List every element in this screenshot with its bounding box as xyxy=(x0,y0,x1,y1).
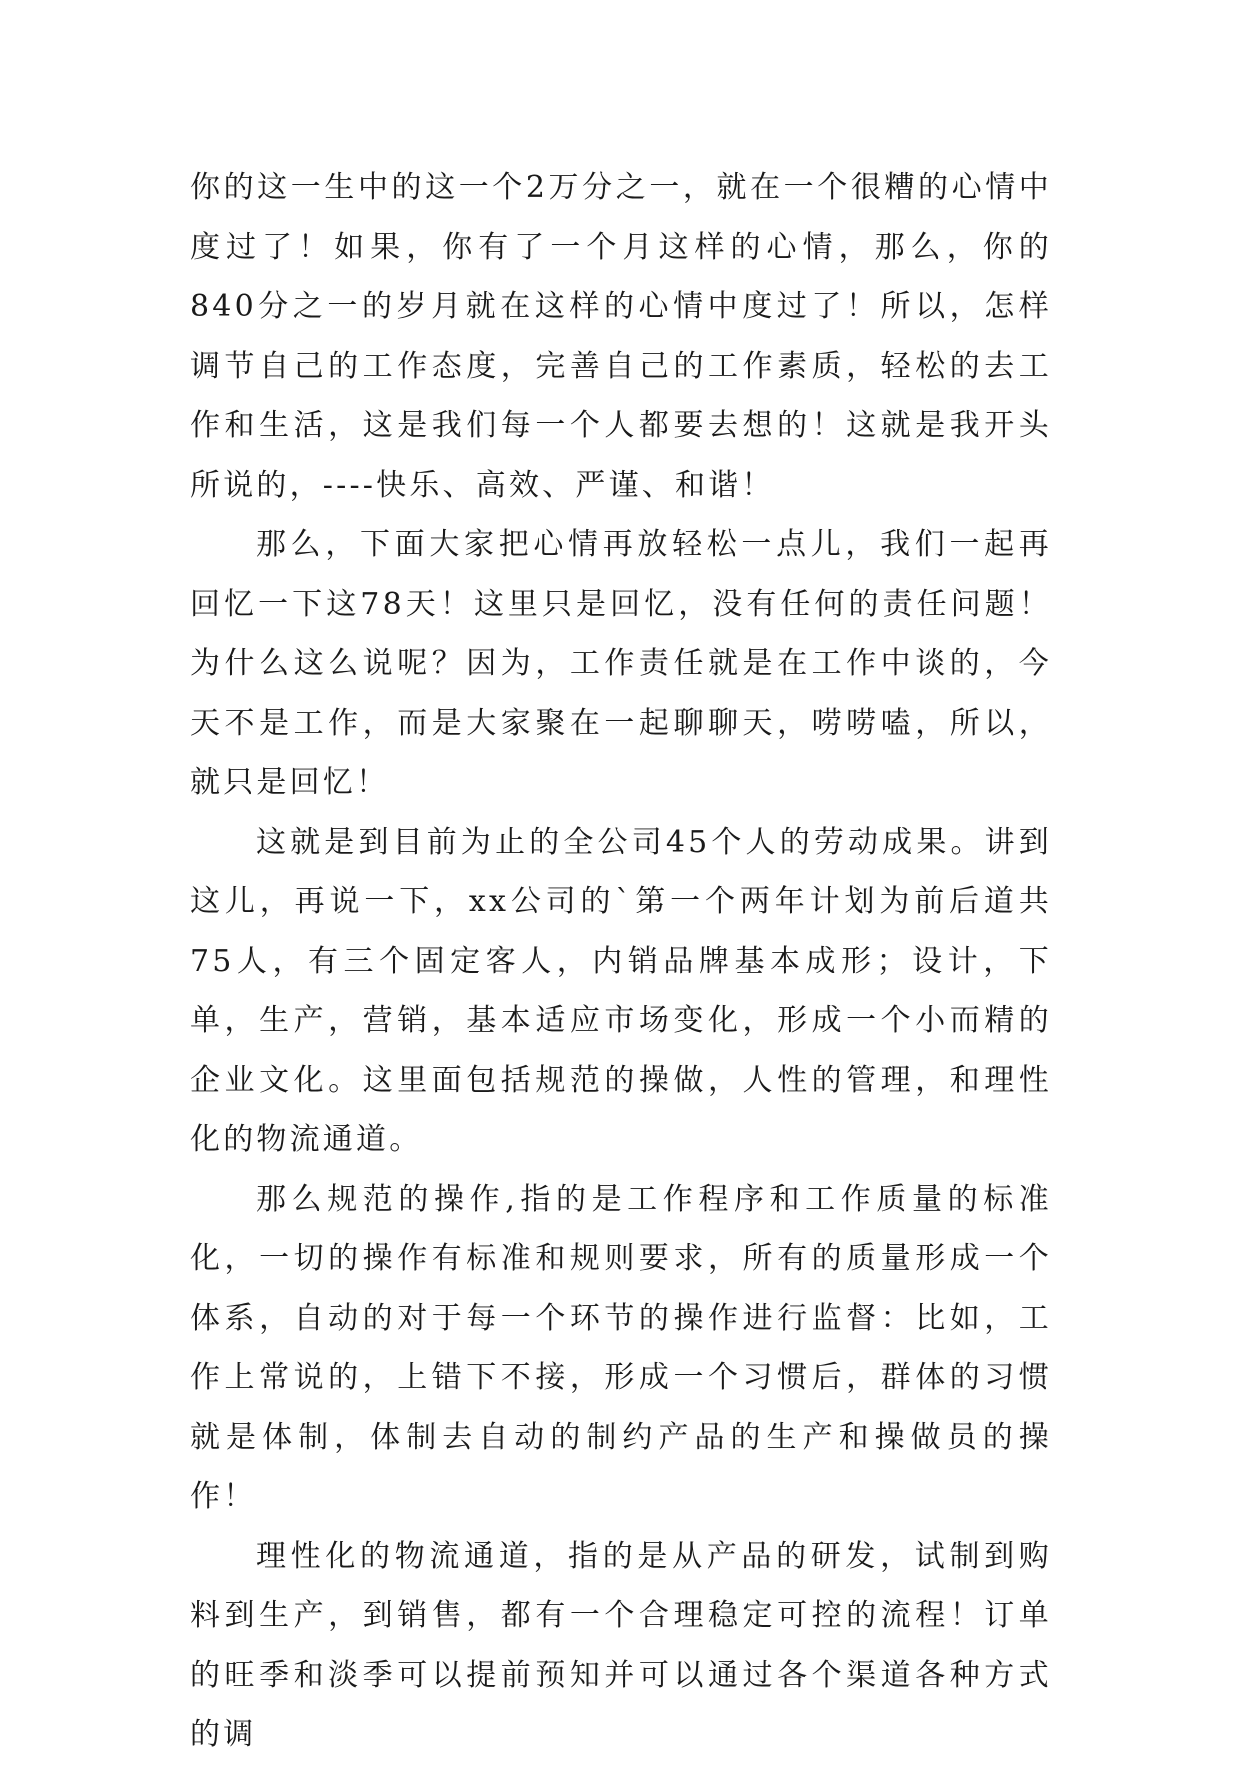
paragraph-1: 你的这一生中的这一个2万分之一，就在一个很糟的心情中度过了！如果，你有了一个月这样的心情，那么，你的840分之一的岁月就在这样的心情中度过了！所以，怎样调节自己的工作态度，完善自己的工作素质，轻松的去工作和生活，这是我们每一个人都要去想的！这就是我开头所说的，----快乐、高效、严谨、和谐！ xyxy=(190,170,1052,503)
paragraph-3: 这就是到目前为止的全公司45个人的劳动成果。讲到这儿，再说一下，xx公司的`第一个两年计划为前后道共75人，有三个固定客人，内销品牌基本成形；设计，下单，生产，营销，基本适应市场变化，形成一个小而精的企业文化。这里面包括规范的操做，人性的管理，和理性化的物流通道。 xyxy=(190,824,1052,1157)
paragraph-2: 那么，下面大家把心情再放轻松一点儿，我们一起再回忆一下这78天！这里只是回忆，没有任何的责任问题！为什么这么说呢？因为，工作责任就是在工作中谈的，今天不是工作，而是大家聚在一起聊聊天，唠唠嗑，所以，就只是回忆！ xyxy=(190,527,1052,800)
paragraph-5: 理性化的物流通道，指的是从产品的研发，试制到购料到生产，到销售，都有一个合理稳定可控的流程！订单的旺季和淡季可以提前预知并可以通过各个渠道各种方式的调 xyxy=(190,1538,1052,1752)
document-body xyxy=(190,158,1052,1765)
paragraph-4: 那么规范的操作,指的是工作程序和工作质量的标准化，一切的操作有标准和规则要求，所有的质量形成一个体系，自动的对于每一个环节的操作进行监督：比如，工作上常说的，上错下不接，形成一个习惯后，群体的习惯就是体制，体制去自动的制约产品的生产和操做员的操作！ xyxy=(190,1181,1052,1514)
